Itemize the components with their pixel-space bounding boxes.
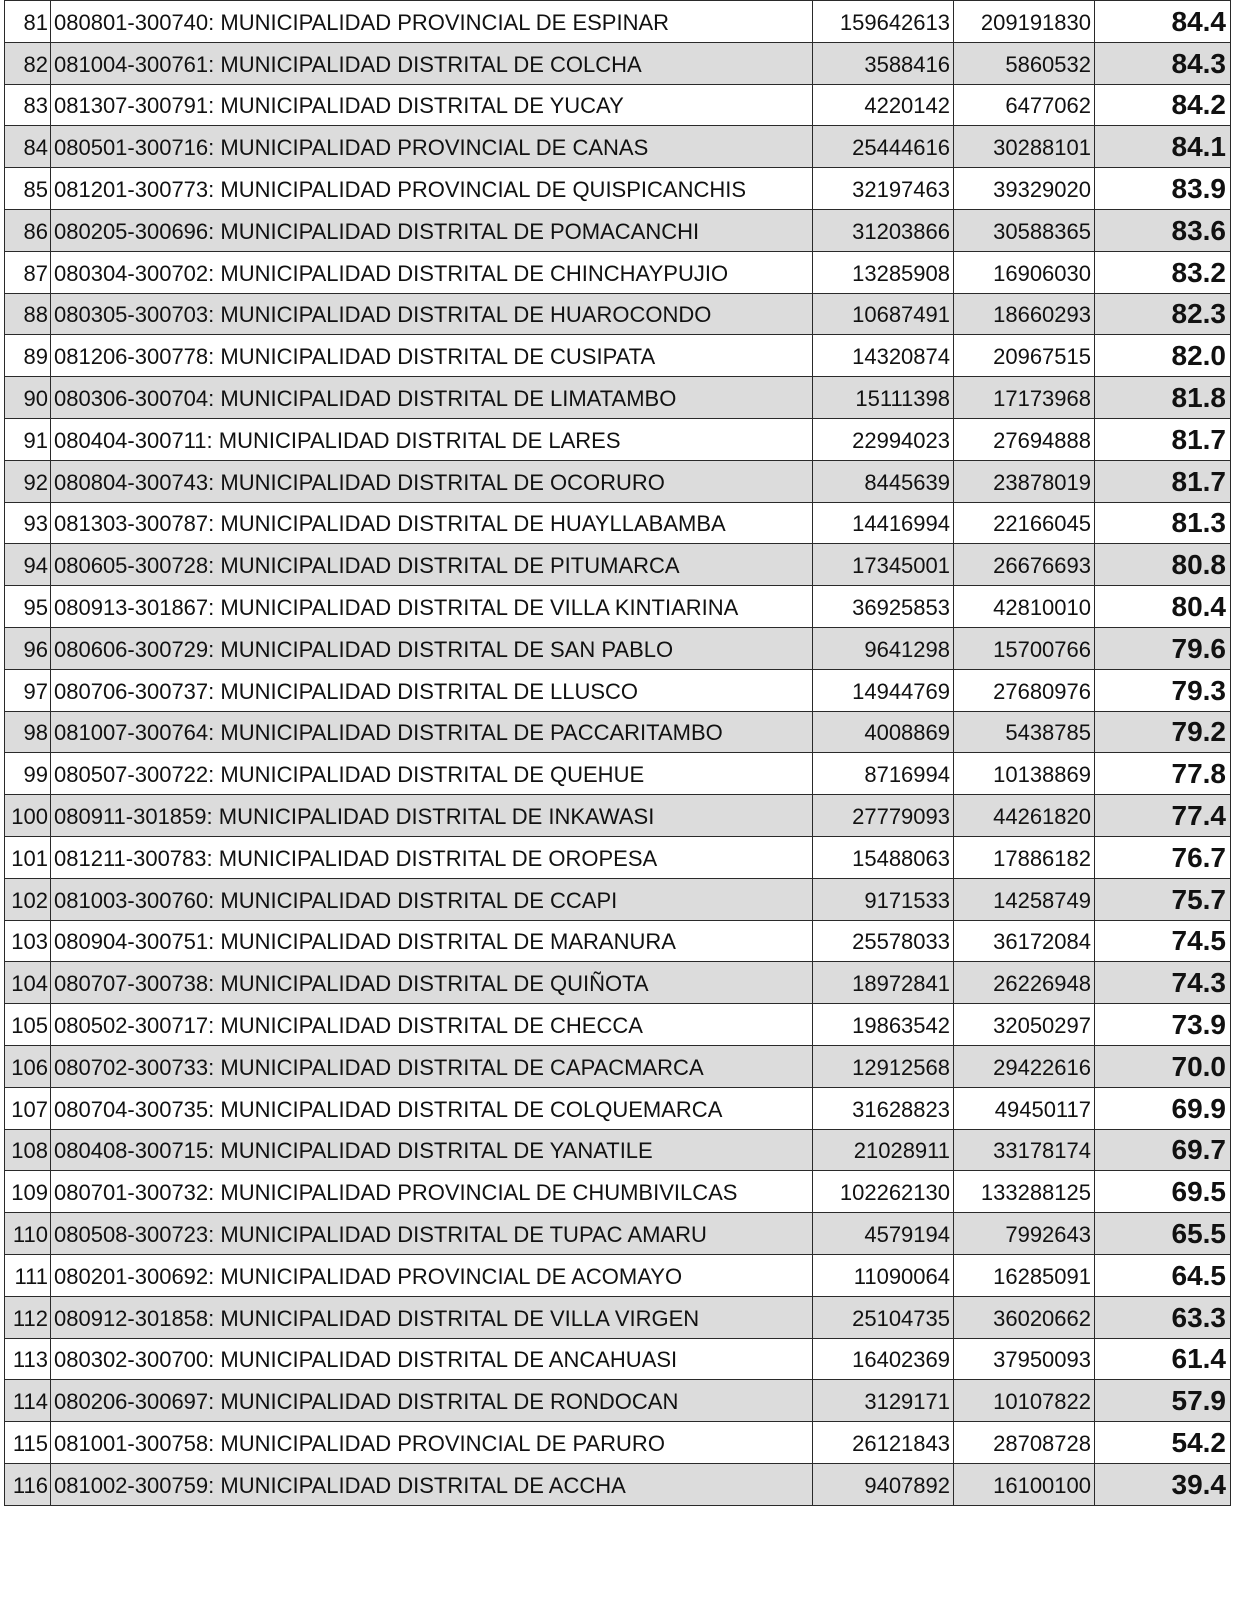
execution-percent-cell: 74.5 <box>1095 920 1231 962</box>
entity-name-cell: 080704-300735: MUNICIPALIDAD DISTRITAL DE COLQUEMARCA <box>51 1087 813 1129</box>
amount-executed-cell: 4008869 <box>813 711 954 753</box>
amount-executed-cell: 16402369 <box>813 1338 954 1380</box>
amount-budgeted-cell: 10138869 <box>954 753 1095 795</box>
table-row <box>5 126 1231 168</box>
amount-executed-cell: 4579194 <box>813 1213 954 1255</box>
execution-percent-cell: 54.2 <box>1095 1422 1231 1464</box>
execution-percent-cell: 69.7 <box>1095 1129 1231 1171</box>
entity-name-cell: 080304-300702: MUNICIPALIDAD DISTRITAL DE CHINCHAYPUJIO <box>51 251 813 293</box>
table-row <box>5 377 1231 419</box>
amount-budgeted-cell: 30588365 <box>954 209 1095 251</box>
table-row <box>5 1129 1231 1171</box>
amount-budgeted-cell: 23878019 <box>954 460 1095 502</box>
table-row <box>5 168 1231 210</box>
execution-percent-cell: 75.7 <box>1095 878 1231 920</box>
row-number-cell: 110 <box>5 1213 51 1255</box>
amount-executed-cell: 10687491 <box>813 293 954 335</box>
row-number-cell: 83 <box>5 84 51 126</box>
amount-executed-cell: 3129171 <box>813 1380 954 1422</box>
execution-percent-cell: 76.7 <box>1095 836 1231 878</box>
amount-budgeted-cell: 27694888 <box>954 418 1095 460</box>
amount-budgeted-cell: 44261820 <box>954 795 1095 837</box>
execution-percent-cell: 77.4 <box>1095 795 1231 837</box>
amount-executed-cell: 8445639 <box>813 460 954 502</box>
table-row <box>5 293 1231 335</box>
amount-budgeted-cell: 26226948 <box>954 962 1095 1004</box>
table-row <box>5 460 1231 502</box>
entity-name-cell: 081303-300787: MUNICIPALIDAD DISTRITAL DE HUAYLLABAMBA <box>51 502 813 544</box>
entity-name-cell: 080206-300697: MUNICIPALIDAD DISTRITAL DE RONDOCAN <box>51 1380 813 1422</box>
execution-percent-cell: 77.8 <box>1095 753 1231 795</box>
amount-executed-cell: 3588416 <box>813 42 954 84</box>
amount-budgeted-cell: 17173968 <box>954 377 1095 419</box>
amount-executed-cell: 8716994 <box>813 753 954 795</box>
row-number-cell: 96 <box>5 627 51 669</box>
row-number-cell: 111 <box>5 1254 51 1296</box>
amount-budgeted-cell: 20967515 <box>954 335 1095 377</box>
execution-percent-cell: 80.4 <box>1095 586 1231 628</box>
amount-executed-cell: 25104735 <box>813 1296 954 1338</box>
amount-budgeted-cell: 28708728 <box>954 1422 1095 1464</box>
row-number-cell: 93 <box>5 502 51 544</box>
amount-budgeted-cell: 16100100 <box>954 1463 1095 1505</box>
execution-percent-cell: 81.7 <box>1095 418 1231 460</box>
amount-budgeted-cell: 39329020 <box>954 168 1095 210</box>
execution-percent-cell: 84.1 <box>1095 126 1231 168</box>
row-number-cell: 85 <box>5 168 51 210</box>
entity-name-cell: 080502-300717: MUNICIPALIDAD DISTRITAL DE CHECCA <box>51 1004 813 1046</box>
entity-name-cell: 080501-300716: MUNICIPALIDAD PROVINCIAL DE CANAS <box>51 126 813 168</box>
amount-executed-cell: 18972841 <box>813 962 954 1004</box>
row-number-cell: 98 <box>5 711 51 753</box>
row-number-cell: 89 <box>5 335 51 377</box>
row-number-cell: 116 <box>5 1463 51 1505</box>
amount-budgeted-cell: 18660293 <box>954 293 1095 335</box>
table-row <box>5 669 1231 711</box>
amount-executed-cell: 27779093 <box>813 795 954 837</box>
amount-executed-cell: 31628823 <box>813 1087 954 1129</box>
row-number-cell: 82 <box>5 42 51 84</box>
entity-name-cell: 080205-300696: MUNICIPALIDAD DISTRITAL DE POMACANCHI <box>51 209 813 251</box>
table-row <box>5 711 1231 753</box>
entity-name-cell: 080302-300700: MUNICIPALIDAD DISTRITAL DE ANCAHUASI <box>51 1338 813 1380</box>
execution-percent-cell: 57.9 <box>1095 1380 1231 1422</box>
entity-name-cell: 080707-300738: MUNICIPALIDAD DISTRITAL DE QUIÑOTA <box>51 962 813 1004</box>
row-number-cell: 92 <box>5 460 51 502</box>
entity-name-cell: 081307-300791: MUNICIPALIDAD DISTRITAL DE YUCAY <box>51 84 813 126</box>
entity-name-cell: 080701-300732: MUNICIPALIDAD PROVINCIAL DE CHUMBIVILCAS <box>51 1171 813 1213</box>
amount-executed-cell: 17345001 <box>813 544 954 586</box>
amount-budgeted-cell: 14258749 <box>954 878 1095 920</box>
row-number-cell: 91 <box>5 418 51 460</box>
execution-percent-cell: 70.0 <box>1095 1045 1231 1087</box>
execution-percent-cell: 81.7 <box>1095 460 1231 502</box>
amount-executed-cell: 14320874 <box>813 335 954 377</box>
spreadsheet-table <box>4 0 1231 1506</box>
row-number-cell: 94 <box>5 544 51 586</box>
entity-name-cell: 080706-300737: MUNICIPALIDAD DISTRITAL DE LLUSCO <box>51 669 813 711</box>
row-number-cell: 95 <box>5 586 51 628</box>
entity-name-cell: 080801-300740: MUNICIPALIDAD PROVINCIAL DE ESPINAR <box>51 1 813 43</box>
row-number-cell: 90 <box>5 377 51 419</box>
amount-executed-cell: 11090064 <box>813 1254 954 1296</box>
execution-percent-cell: 81.3 <box>1095 502 1231 544</box>
amount-budgeted-cell: 209191830 <box>954 1 1095 43</box>
amount-budgeted-cell: 37950093 <box>954 1338 1095 1380</box>
amount-budgeted-cell: 16906030 <box>954 251 1095 293</box>
row-number-cell: 102 <box>5 878 51 920</box>
entity-name-cell: 081201-300773: MUNICIPALIDAD PROVINCIAL DE QUISPICANCHIS <box>51 168 813 210</box>
amount-executed-cell: 15111398 <box>813 377 954 419</box>
execution-percent-cell: 79.3 <box>1095 669 1231 711</box>
entity-name-cell: 080306-300704: MUNICIPALIDAD DISTRITAL DE LIMATAMBO <box>51 377 813 419</box>
row-number-cell: 108 <box>5 1129 51 1171</box>
amount-executed-cell: 9407892 <box>813 1463 954 1505</box>
amount-executed-cell: 15488063 <box>813 836 954 878</box>
amount-budgeted-cell: 27680976 <box>954 669 1095 711</box>
table-row <box>5 1171 1231 1213</box>
execution-percent-cell: 80.8 <box>1095 544 1231 586</box>
table-row <box>5 209 1231 251</box>
table-row <box>5 753 1231 795</box>
table-body <box>5 1 1231 1506</box>
entity-name-cell: 080911-301859: MUNICIPALIDAD DISTRITAL DE INKAWASI <box>51 795 813 837</box>
entity-name-cell: 081007-300764: MUNICIPALIDAD DISTRITAL DE PACCARITAMBO <box>51 711 813 753</box>
amount-budgeted-cell: 29422616 <box>954 1045 1095 1087</box>
table-row <box>5 1254 1231 1296</box>
entity-name-cell: 081211-300783: MUNICIPALIDAD DISTRITAL DE OROPESA <box>51 836 813 878</box>
execution-percent-cell: 64.5 <box>1095 1254 1231 1296</box>
table-row <box>5 627 1231 669</box>
amount-budgeted-cell: 10107822 <box>954 1380 1095 1422</box>
execution-percent-cell: 84.2 <box>1095 84 1231 126</box>
execution-percent-cell: 83.2 <box>1095 251 1231 293</box>
table-row <box>5 1213 1231 1255</box>
amount-executed-cell: 21028911 <box>813 1129 954 1171</box>
entity-name-cell: 081004-300761: MUNICIPALIDAD DISTRITAL DE COLCHA <box>51 42 813 84</box>
row-number-cell: 99 <box>5 753 51 795</box>
row-number-cell: 106 <box>5 1045 51 1087</box>
amount-executed-cell: 25444616 <box>813 126 954 168</box>
table-row <box>5 544 1231 586</box>
entity-name-cell: 080507-300722: MUNICIPALIDAD DISTRITAL DE QUEHUE <box>51 753 813 795</box>
amount-executed-cell: 22994023 <box>813 418 954 460</box>
entity-name-cell: 080904-300751: MUNICIPALIDAD DISTRITAL DE MARANURA <box>51 920 813 962</box>
row-number-cell: 113 <box>5 1338 51 1380</box>
execution-percent-cell: 74.3 <box>1095 962 1231 1004</box>
entity-name-cell: 080508-300723: MUNICIPALIDAD DISTRITAL DE TUPAC AMARU <box>51 1213 813 1255</box>
entity-name-cell: 081003-300760: MUNICIPALIDAD DISTRITAL DE CCAPI <box>51 878 813 920</box>
amount-budgeted-cell: 17886182 <box>954 836 1095 878</box>
execution-percent-cell: 65.5 <box>1095 1213 1231 1255</box>
execution-percent-cell: 81.8 <box>1095 377 1231 419</box>
row-number-cell: 87 <box>5 251 51 293</box>
entity-name-cell: 080913-301867: MUNICIPALIDAD DISTRITAL DE VILLA KINTIARINA <box>51 586 813 628</box>
amount-executed-cell: 9641298 <box>813 627 954 669</box>
entity-name-cell: 080305-300703: MUNICIPALIDAD DISTRITAL DE HUAROCONDO <box>51 293 813 335</box>
amount-budgeted-cell: 33178174 <box>954 1129 1095 1171</box>
amount-budgeted-cell: 5438785 <box>954 711 1095 753</box>
amount-executed-cell: 32197463 <box>813 168 954 210</box>
entity-name-cell: 080606-300729: MUNICIPALIDAD DISTRITAL DE SAN PABLO <box>51 627 813 669</box>
table-row <box>5 1380 1231 1422</box>
amount-budgeted-cell: 6477062 <box>954 84 1095 126</box>
table-row <box>5 1296 1231 1338</box>
execution-percent-cell: 79.2 <box>1095 711 1231 753</box>
row-number-cell: 84 <box>5 126 51 168</box>
amount-executed-cell: 9171533 <box>813 878 954 920</box>
execution-percent-cell: 83.9 <box>1095 168 1231 210</box>
table-row <box>5 586 1231 628</box>
amount-executed-cell: 13285908 <box>813 251 954 293</box>
amount-budgeted-cell: 26676693 <box>954 544 1095 586</box>
table-row <box>5 1338 1231 1380</box>
amount-budgeted-cell: 36020662 <box>954 1296 1095 1338</box>
entity-name-cell: 080605-300728: MUNICIPALIDAD DISTRITAL DE PITUMARCA <box>51 544 813 586</box>
amount-budgeted-cell: 32050297 <box>954 1004 1095 1046</box>
table-row <box>5 1463 1231 1505</box>
table-row <box>5 795 1231 837</box>
row-number-cell: 100 <box>5 795 51 837</box>
row-number-cell: 115 <box>5 1422 51 1464</box>
amount-budgeted-cell: 5860532 <box>954 42 1095 84</box>
row-number-cell: 88 <box>5 293 51 335</box>
row-number-cell: 105 <box>5 1004 51 1046</box>
execution-percent-cell: 84.4 <box>1095 1 1231 43</box>
table-row <box>5 1 1231 43</box>
table-row <box>5 335 1231 377</box>
amount-executed-cell: 25578033 <box>813 920 954 962</box>
amount-budgeted-cell: 15700766 <box>954 627 1095 669</box>
execution-percent-cell: 84.3 <box>1095 42 1231 84</box>
table-row <box>5 251 1231 293</box>
row-number-cell: 103 <box>5 920 51 962</box>
execution-percent-cell: 63.3 <box>1095 1296 1231 1338</box>
amount-budgeted-cell: 30288101 <box>954 126 1095 168</box>
table-row <box>5 1087 1231 1129</box>
amount-budgeted-cell: 7992643 <box>954 1213 1095 1255</box>
row-number-cell: 112 <box>5 1296 51 1338</box>
entity-name-cell: 080408-300715: MUNICIPALIDAD DISTRITAL DE YANATILE <box>51 1129 813 1171</box>
row-number-cell: 104 <box>5 962 51 1004</box>
amount-executed-cell: 19863542 <box>813 1004 954 1046</box>
amount-budgeted-cell: 49450117 <box>954 1087 1095 1129</box>
execution-percent-cell: 69.5 <box>1095 1171 1231 1213</box>
execution-percent-cell: 61.4 <box>1095 1338 1231 1380</box>
table-row <box>5 1045 1231 1087</box>
execution-percent-cell: 82.3 <box>1095 293 1231 335</box>
execution-percent-cell: 82.0 <box>1095 335 1231 377</box>
amount-executed-cell: 14944769 <box>813 669 954 711</box>
amount-executed-cell: 102262130 <box>813 1171 954 1213</box>
amount-executed-cell: 36925853 <box>813 586 954 628</box>
table-row <box>5 1004 1231 1046</box>
entity-name-cell: 081206-300778: MUNICIPALIDAD DISTRITAL DE CUSIPATA <box>51 335 813 377</box>
amount-executed-cell: 14416994 <box>813 502 954 544</box>
entity-name-cell: 080201-300692: MUNICIPALIDAD PROVINCIAL DE ACOMAYO <box>51 1254 813 1296</box>
amount-budgeted-cell: 36172084 <box>954 920 1095 962</box>
amount-executed-cell: 31203866 <box>813 209 954 251</box>
entity-name-cell: 081002-300759: MUNICIPALIDAD DISTRITAL DE ACCHA <box>51 1463 813 1505</box>
table-row <box>5 836 1231 878</box>
entity-name-cell: 080702-300733: MUNICIPALIDAD DISTRITAL DE CAPACMARCA <box>51 1045 813 1087</box>
table-row <box>5 418 1231 460</box>
amount-budgeted-cell: 22166045 <box>954 502 1095 544</box>
entity-name-cell: 080912-301858: MUNICIPALIDAD DISTRITAL DE VILLA VIRGEN <box>51 1296 813 1338</box>
row-number-cell: 109 <box>5 1171 51 1213</box>
table-row <box>5 920 1231 962</box>
table-row <box>5 84 1231 126</box>
amount-executed-cell: 26121843 <box>813 1422 954 1464</box>
execution-percent-cell: 79.6 <box>1095 627 1231 669</box>
row-number-cell: 97 <box>5 669 51 711</box>
amount-budgeted-cell: 42810010 <box>954 586 1095 628</box>
table-row <box>5 878 1231 920</box>
execution-percent-cell: 83.6 <box>1095 209 1231 251</box>
amount-executed-cell: 4220142 <box>813 84 954 126</box>
table-row <box>5 962 1231 1004</box>
execution-percent-cell: 39.4 <box>1095 1463 1231 1505</box>
amount-executed-cell: 159642613 <box>813 1 954 43</box>
execution-percent-cell: 69.9 <box>1095 1087 1231 1129</box>
row-number-cell: 86 <box>5 209 51 251</box>
entity-name-cell: 080404-300711: MUNICIPALIDAD DISTRITAL DE LARES <box>51 418 813 460</box>
row-number-cell: 107 <box>5 1087 51 1129</box>
amount-budgeted-cell: 16285091 <box>954 1254 1095 1296</box>
entity-name-cell: 080804-300743: MUNICIPALIDAD DISTRITAL DE OCORURO <box>51 460 813 502</box>
row-number-cell: 114 <box>5 1380 51 1422</box>
amount-executed-cell: 12912568 <box>813 1045 954 1087</box>
entity-name-cell: 081001-300758: MUNICIPALIDAD PROVINCIAL DE PARURO <box>51 1422 813 1464</box>
table-row <box>5 502 1231 544</box>
row-number-cell: 101 <box>5 836 51 878</box>
table-row <box>5 1422 1231 1464</box>
amount-budgeted-cell: 133288125 <box>954 1171 1095 1213</box>
row-number-cell: 81 <box>5 1 51 43</box>
table-row <box>5 42 1231 84</box>
execution-percent-cell: 73.9 <box>1095 1004 1231 1046</box>
